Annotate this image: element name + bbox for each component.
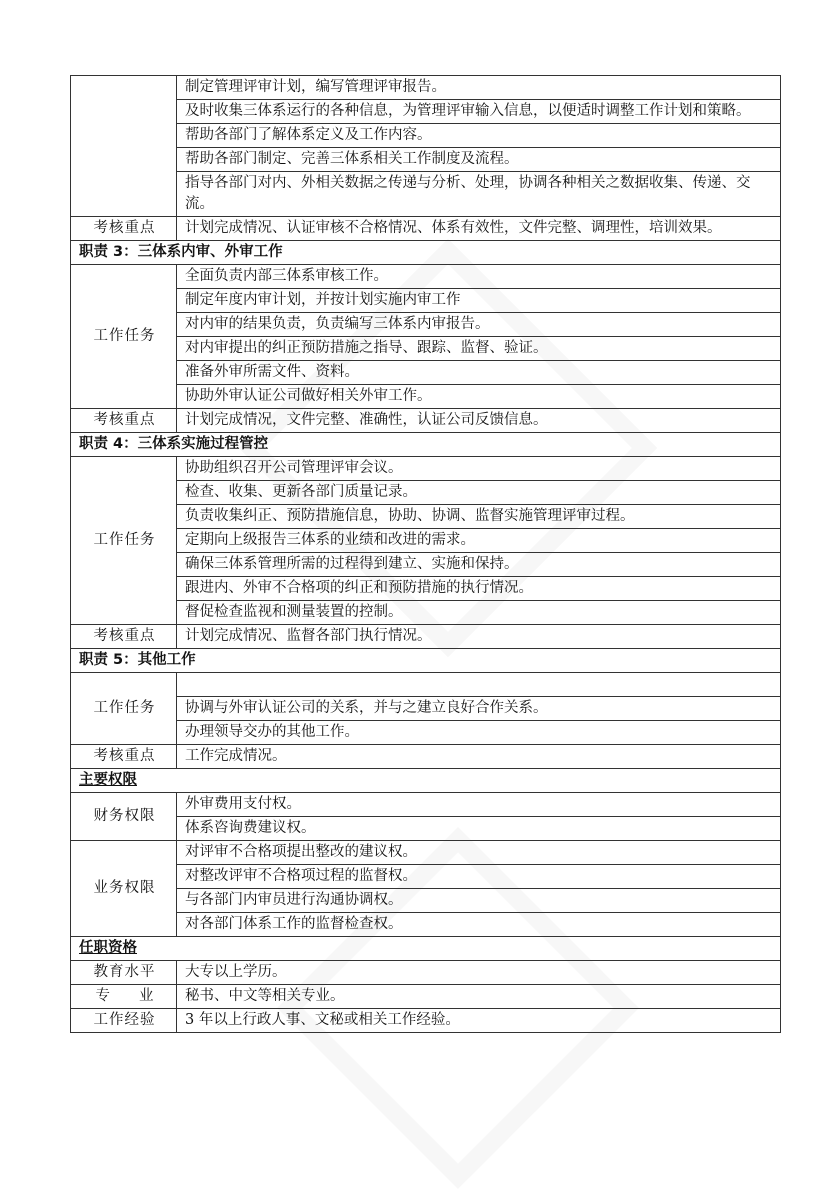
table-row	[71, 793, 781, 817]
business-label: 业务权限	[71, 841, 177, 937]
assess-text: 工作完成情况。	[177, 745, 781, 769]
table-row	[71, 361, 781, 385]
major-value: 秘书、中文等相关专业。	[177, 985, 781, 1009]
table-row	[71, 625, 781, 649]
duty4-title: 职责 4：三体系实施过程管控	[71, 433, 781, 457]
authority-text: 对各部门体系工作的监督检查权。	[177, 913, 781, 937]
assess-text: 计划完成情况、监督各部门执行情况。	[177, 625, 781, 649]
duty3-title: 职责 3：三体系内审、外审工作	[71, 241, 781, 265]
table-row	[71, 961, 781, 985]
task-text: 协助组织召开公司管理评审会议。	[177, 457, 781, 481]
task-text: 办理领导交办的其他工作。	[177, 721, 781, 745]
task-text: 帮助各部门制定、完善三体系相关工作制度及流程。	[177, 148, 781, 172]
assess-label: 考核重点	[71, 409, 177, 433]
document-page	[70, 75, 781, 1033]
task-text: 制定年度内审计划，并按计划实施内审工作	[177, 289, 781, 313]
task-label: 工作任务	[71, 457, 177, 625]
table-row	[71, 385, 781, 409]
authority-title-text: 主要权限	[79, 772, 137, 788]
table-row	[71, 841, 781, 865]
section-row	[71, 937, 781, 961]
task-text: 对内审的结果负责，负责编写三体系内审报告。	[177, 313, 781, 337]
label-cell-empty	[71, 76, 177, 217]
section-row	[71, 241, 781, 265]
major-label: 专 业	[71, 985, 177, 1009]
task-text: 对内审提出的纠正预防措施之指导、跟踪、监督、验证。	[177, 337, 781, 361]
assess-text: 计划完成情况，文件完整、准确性，认证公司反馈信息。	[177, 409, 781, 433]
table-row	[71, 529, 781, 553]
qualification-title-text: 任职资格	[79, 940, 137, 956]
task-text: 检查、收集、更新各部门质量记录。	[177, 481, 781, 505]
table-row	[71, 505, 781, 529]
table-row	[71, 745, 781, 769]
task-text: 全面负责内部三体系审核工作。	[177, 265, 781, 289]
authority-text: 与各部门内审员进行沟通协调权。	[177, 889, 781, 913]
assess-text: 计划完成情况、认证审核不合格情况、体系有效性，文件完整、调理性，培训效果。	[177, 217, 781, 241]
task-text: 准备外审所需文件、资料。	[177, 361, 781, 385]
table-row	[71, 481, 781, 505]
finance-label: 财务权限	[71, 793, 177, 841]
experience-value: 3 年以上行政人事、文秘或相关工作经验。	[177, 1009, 781, 1033]
table-row	[71, 457, 781, 481]
task-text	[177, 673, 781, 697]
task-text: 确保三体系管理所需的过程得到建立、实施和保持。	[177, 553, 781, 577]
table-row	[71, 889, 781, 913]
assess-label: 考核重点	[71, 217, 177, 241]
table-row	[71, 697, 781, 721]
task-text: 协助外审认证公司做好相关外审工作。	[177, 385, 781, 409]
task-text: 及时收集三体系运行的各种信息，为管理评审输入信息，以便适时调整工作计划和策略。	[177, 100, 781, 124]
task-text: 跟进内、外审不合格项的纠正和预防措施的执行情况。	[177, 577, 781, 601]
table-row	[71, 100, 781, 124]
task-text: 负责收集纠正、预防措施信息，协助、协调、监督实施管理评审过程。	[177, 505, 781, 529]
experience-label: 工作经验	[71, 1009, 177, 1033]
task-label: 工作任务	[71, 673, 177, 745]
table-row	[71, 337, 781, 361]
table-row	[71, 553, 781, 577]
table-row	[71, 985, 781, 1009]
table-row	[71, 124, 781, 148]
authority-text: 对整改评审不合格项过程的监督权。	[177, 865, 781, 889]
authority-text: 对评审不合格项提出整改的建议权。	[177, 841, 781, 865]
table-row	[71, 172, 781, 217]
education-label: 教育水平	[71, 961, 177, 985]
table-row	[71, 409, 781, 433]
table-row	[71, 1009, 781, 1033]
table-row	[71, 673, 781, 697]
authority-text: 体系咨询费建议权。	[177, 817, 781, 841]
table-row	[71, 913, 781, 937]
task-label: 工作任务	[71, 265, 177, 409]
table-row	[71, 601, 781, 625]
table-row	[71, 313, 781, 337]
qualification-title	[71, 937, 781, 961]
table-row	[71, 817, 781, 841]
education-value: 大专以上学历。	[177, 961, 781, 985]
table-row	[71, 721, 781, 745]
table-row	[71, 577, 781, 601]
section-row	[71, 649, 781, 673]
table-row	[71, 289, 781, 313]
task-text: 督促检查监视和测量装置的控制。	[177, 601, 781, 625]
assess-label: 考核重点	[71, 625, 177, 649]
job-description-table	[70, 75, 781, 1033]
section-row	[71, 769, 781, 793]
authority-title	[71, 769, 781, 793]
table-row	[71, 217, 781, 241]
duty5-title: 职责 5：其他工作	[71, 649, 781, 673]
table-row	[71, 265, 781, 289]
section-row	[71, 433, 781, 457]
table-row	[71, 865, 781, 889]
task-text: 帮助各部门了解体系定义及工作内容。	[177, 124, 781, 148]
table-row	[71, 148, 781, 172]
task-text: 制定管理评审计划，编写管理评审报告。	[177, 76, 781, 100]
assess-label: 考核重点	[71, 745, 177, 769]
task-text: 定期向上级报告三体系的业绩和改进的需求。	[177, 529, 781, 553]
task-text: 协调与外审认证公司的关系，并与之建立良好合作关系。	[177, 697, 781, 721]
task-text: 指导各部门对内、外相关数据之传递与分析、处理，协调各种相关之数据收集、传递、交流。	[177, 172, 781, 217]
table-row	[71, 76, 781, 100]
authority-text: 外审费用支付权。	[177, 793, 781, 817]
